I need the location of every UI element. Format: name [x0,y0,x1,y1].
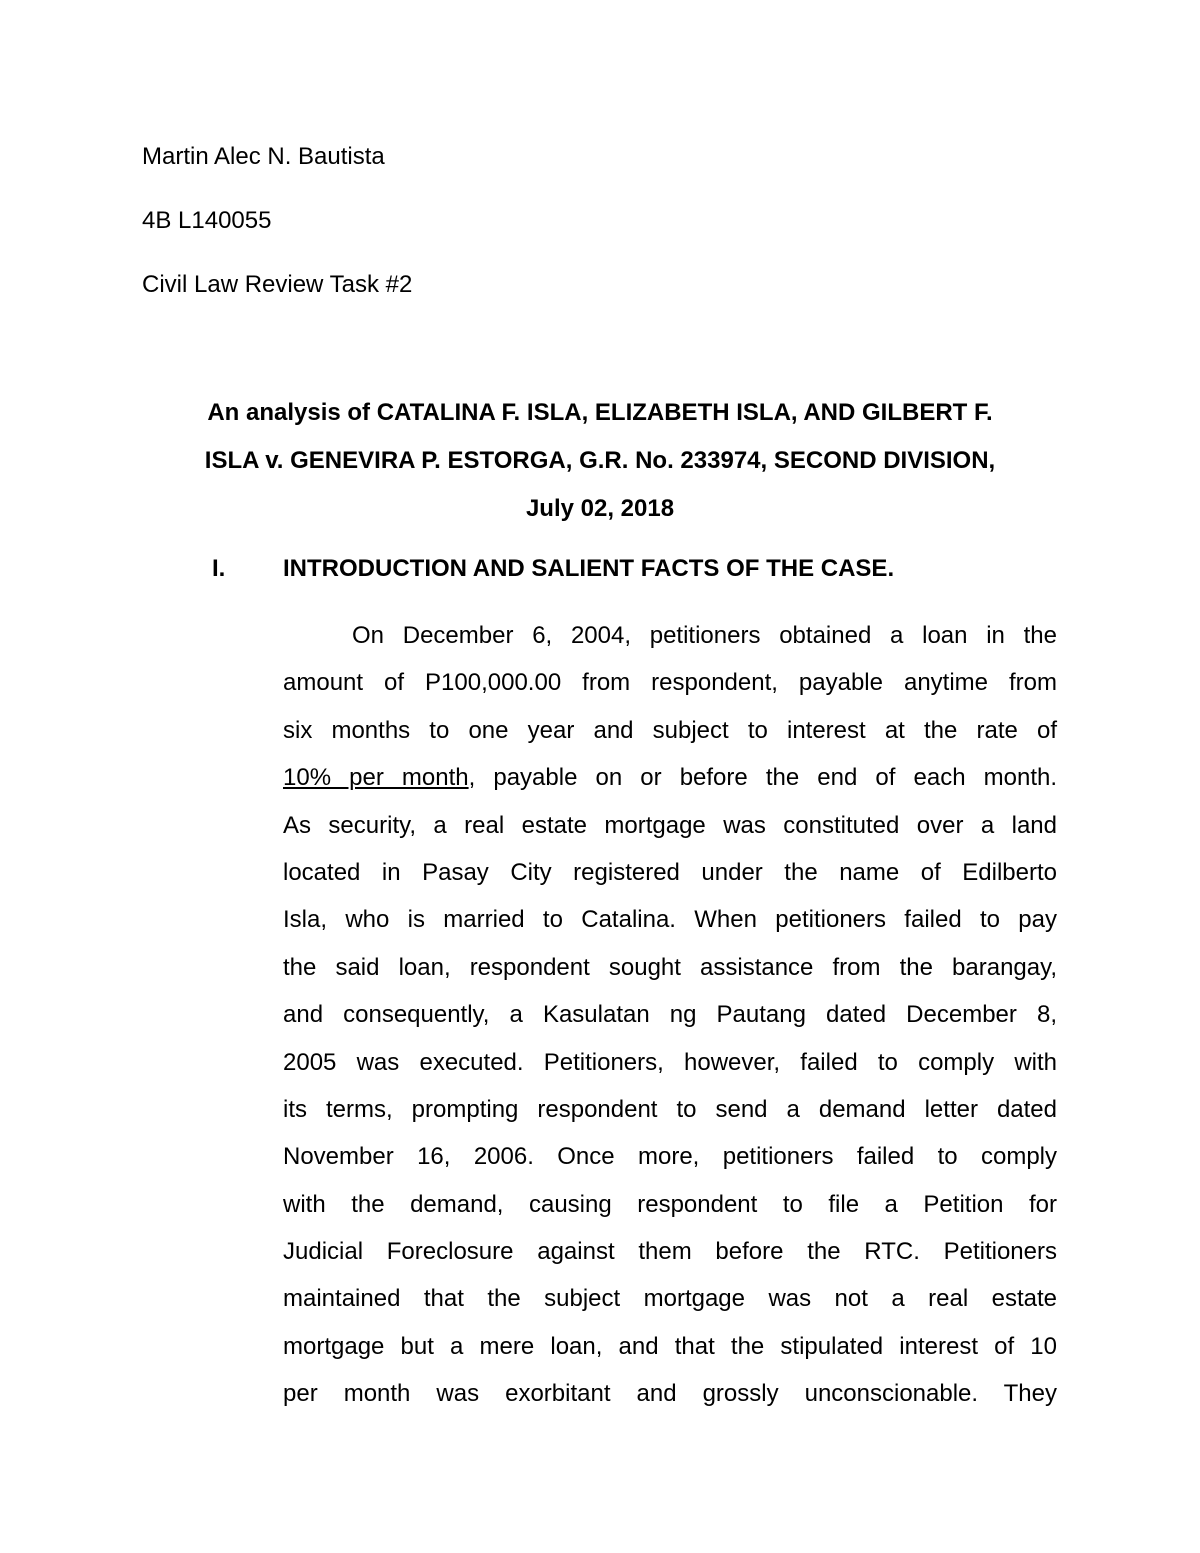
paragraph-line: per month was exorbitant and grossly unconscionable. They [283,1380,1057,1408]
paragraph-line: As security, a real estate mortgage was constituted over a land [283,811,1057,839]
paragraph-line: maintained that the subject mortgage was not a real estate [283,1285,1057,1313]
paragraph-line: six months to one year and subject to interest at the rate of [283,716,1057,744]
section-title: INTRODUCTION AND SALIENT FACTS OF THE CASE. [283,555,895,582]
case-title-line: ISLA v. GENEVIRA P. ESTORGA, G.R. No. 233974, SECOND DIVISION, [204,447,996,474]
paragraph-line: Judicial Foreclosure against them before the RTC. Petitioners [283,1238,1057,1266]
paragraph-line [283,754,1057,801]
section-number: I. [212,555,226,582]
case-title [100,389,1100,533]
section-heading [0,553,1200,585]
author-name: Martin Alec N. Bautista [142,143,385,170]
paragraph-line: November 16, 2006. Once more, petitioners failed to comply [283,1143,1057,1171]
paragraph-line: 2005 was executed. Petitioners, however, failed to comply with [283,1048,1057,1076]
task-title: Civil Law Review Task #2 [142,271,413,298]
case-title-line: An analysis of CATALINA F. ISLA, ELIZABETH ISLA, AND GILBERT F. [207,399,993,426]
paragraph-line-rest: , payable on or before the end of each month. [468,764,1057,792]
paragraph-line: located in Pasay City registered under the name of Edilberto [283,858,1057,886]
case-title-line: July 02, 2018 [525,495,675,522]
paragraph-line: the said loan, respondent sought assistance from the barangay, [283,953,1057,981]
student-id: 4B L140055 [142,207,272,234]
paragraph-line: Isla, who is married to Catalina. When petitioners failed to pay [283,906,1057,934]
body-paragraph [283,612,1057,1418]
underlined-interest-rate: 10% per month [283,764,469,792]
paragraph-line: mortgage but a mere loan, and that the stipulated interest of 10 [283,1332,1057,1360]
paragraph-line: On December 6, 2004, petitioners obtained a loan in the [352,622,1057,649]
paragraph-line: and consequently, a Kasulatan ng Pautang dated December 8, [283,1001,1057,1029]
paragraph-line: amount of P100,000.00 from respondent, payable anytime from [283,669,1057,697]
paragraph-line: with the demand, causing respondent to file a Petition for [283,1190,1057,1218]
paragraph-line: its terms, prompting respondent to send a demand letter dated [283,1095,1057,1123]
